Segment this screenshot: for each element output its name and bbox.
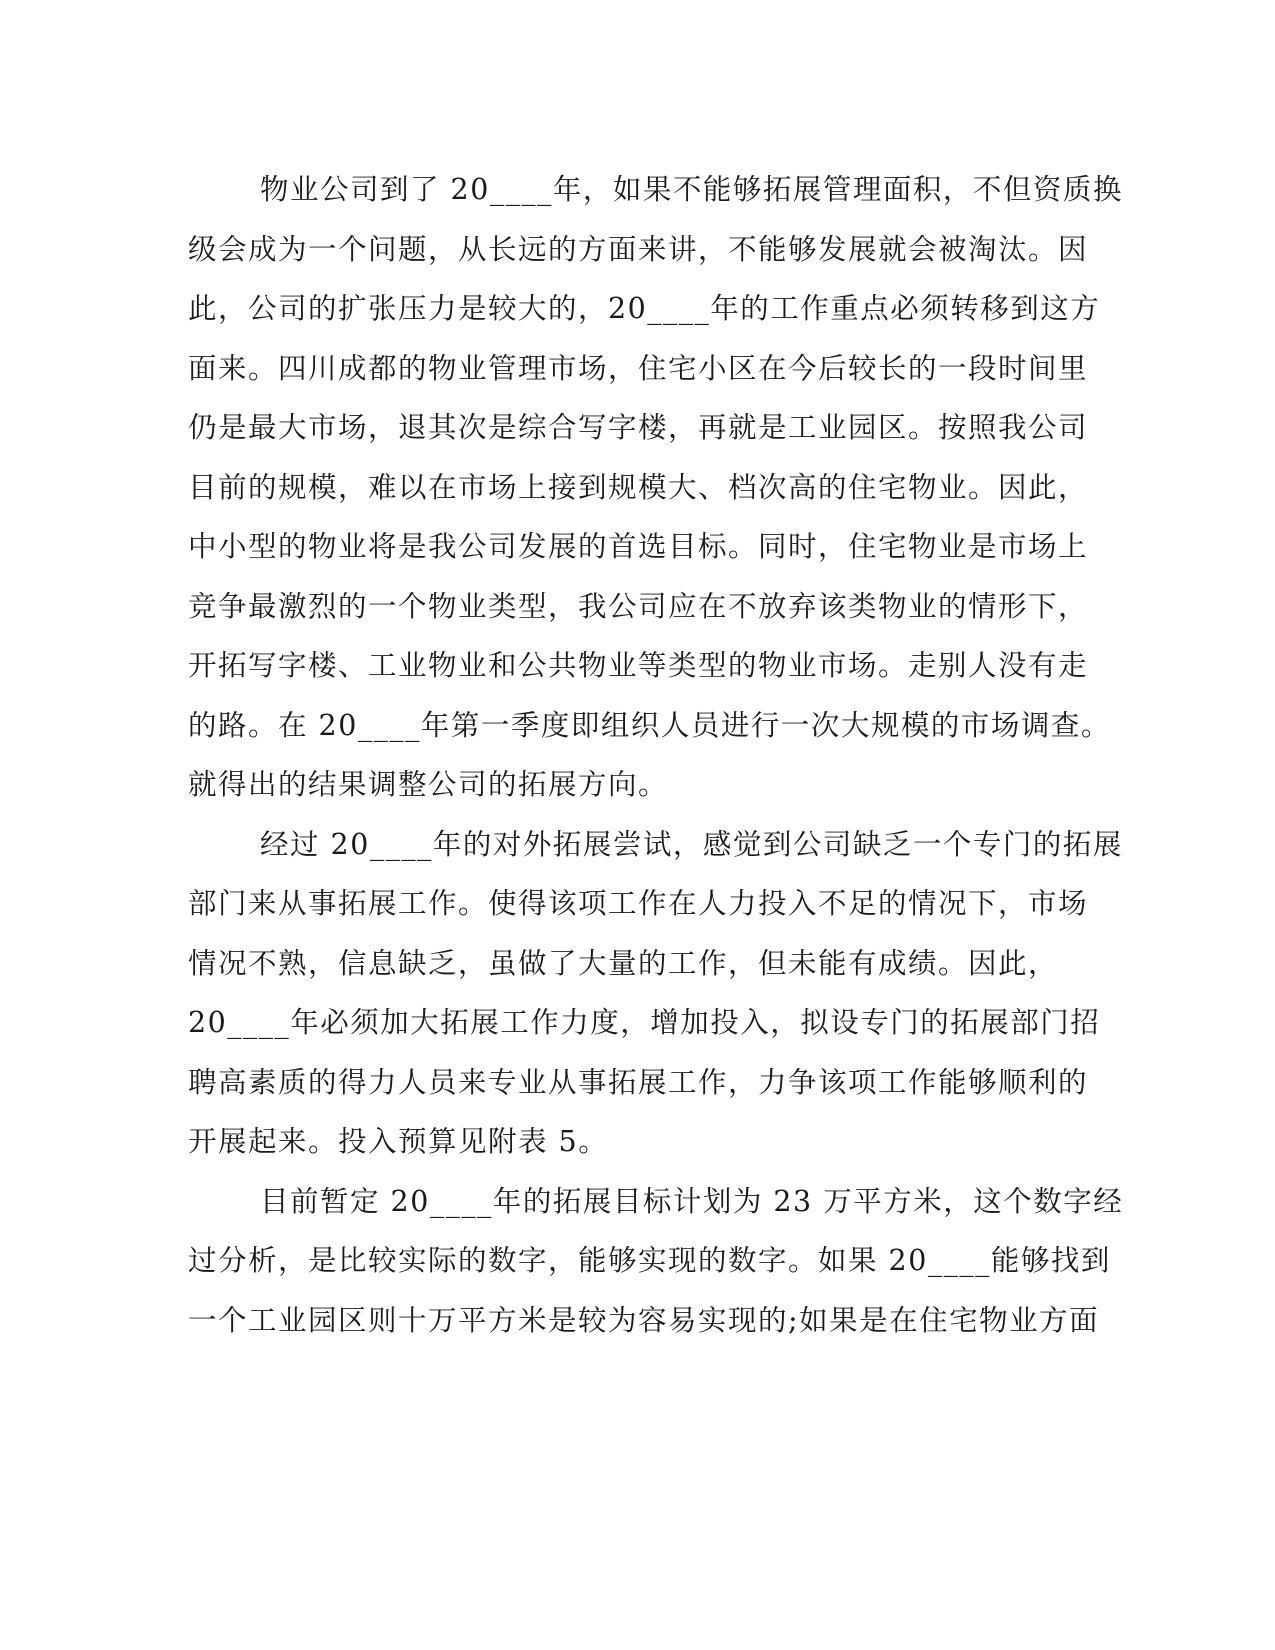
text-line: 面来。四川成都的物业管理市场，住宅小区在今后较长的一段时间里 [188,351,1089,385]
text-line: 聘高素质的得力人员来专业从事拓展工作，力争该项工作能够顺利的 [188,1065,1089,1099]
text-line: 仍是最大市场，退其次是综合写字楼，再就是工业园区。按照我公司 [188,411,1089,444]
text-line: 情况不熟，信息缺乏，虽做了大量的工作，但未能有成绩。因此， [188,946,1059,980]
paragraph-1 [188,160,1123,815]
text-line: 目前暂定 20____年的拓展目标计划为 23 万平方米，这个数字经 [260,1184,1124,1218]
text-line: 20____年必须加大拓展工作力度，增加投入，拟设专门的拓展部门招 [188,1006,1101,1039]
text-line: 就得出的结果调整公司的拓展方向。 [188,768,669,801]
text-line: 级会成为一个问题，从长远的方面来讲，不能够发展就会被淘汰。因 [188,232,1089,266]
text-line: 开展起来。投入预算见附表 5。 [188,1125,609,1158]
text-line: 竞争最激烈的一个物业类型，我公司应在不放弃该类物业的情形下， [188,589,1089,623]
text-line: 开拓写字楼、工业物业和公共物业等类型的物业市场。走别人没有走 [188,649,1089,682]
text-line: 此，公司的扩张压力是较大的，20____年的工作重点必须转移到这方 [188,292,1101,325]
text-line: 一个工业园区则十万平方米是较为容易实现的;如果是在住宅物业方面 [188,1303,1100,1337]
paragraph-2 [188,815,1123,1172]
text-line: 的路。在 20____年第一季度即组织人员进行一次大规模的市场调查。 [188,708,1111,742]
text-line: 中小型的物业将是我公司发展的首选目标。同时，住宅物业是市场上 [188,530,1089,563]
text-line: 部门来从事拓展工作。使得该项工作在人力投入不足的情况下，市场 [188,887,1089,920]
text-line: 过分析，是比较实际的数字，能够实现的数字。如果 20____能够找到 [188,1244,1111,1277]
document-body [188,160,1124,1350]
text-line: 物业公司到了 20____年，如果不能够拓展管理面积，不但资质换 [260,173,1123,206]
paragraph-3 [188,1172,1124,1351]
text-line: 经过 20____年的对外拓展尝试，感觉到公司缺乏一个专门的拓展 [260,827,1123,861]
text-line: 目前的规模，难以在市场上接到规模大、档次高的住宅物业。因此， [188,470,1089,504]
